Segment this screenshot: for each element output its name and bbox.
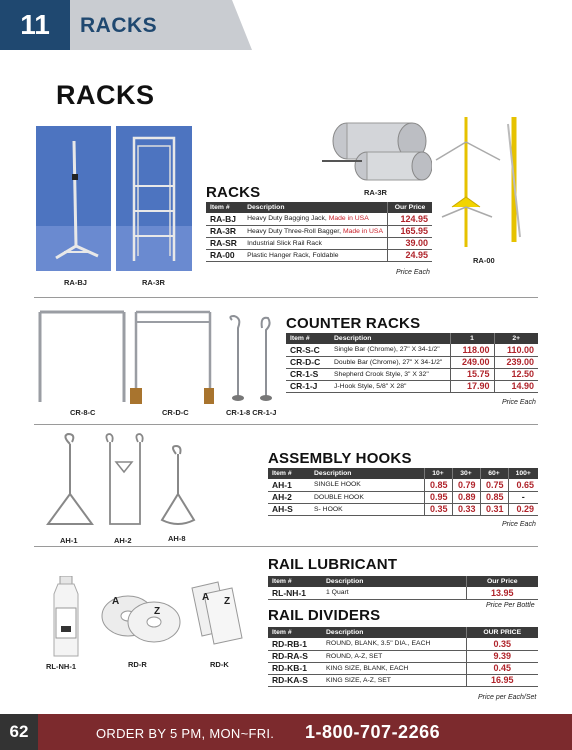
- caption-cr-hooks: CR-1-8 CR-1-J: [226, 408, 277, 417]
- item-code: RD-KA-S: [268, 674, 322, 686]
- ra-bj-photo: [36, 126, 111, 271]
- item-price: 12.50: [494, 368, 538, 380]
- item-code: AH-2: [268, 491, 310, 503]
- divider: [34, 424, 538, 425]
- col-item: Item #: [268, 576, 322, 587]
- table-header-row: [286, 333, 538, 344]
- item-desc: ROUND, A-Z, SET: [322, 650, 466, 662]
- rail-dividers-table: [268, 627, 538, 687]
- item-price: 0.85: [480, 491, 508, 503]
- item-price: 13.95: [466, 587, 538, 599]
- col-price: Our Price: [466, 576, 538, 587]
- item-price: 0.79: [452, 479, 480, 491]
- item-price: 165.95: [387, 225, 432, 237]
- counter-racks-table: [286, 333, 538, 393]
- caption-cr-s-c: CR-8-C: [70, 408, 96, 417]
- table-row: [286, 344, 538, 356]
- col-description: Description: [243, 202, 387, 213]
- item-desc: KING SIZE, BLANK, EACH: [322, 662, 466, 674]
- caption-ah-s: AH-8: [168, 534, 186, 543]
- phone-number[interactable]: 1-800-707-2266: [305, 722, 441, 742]
- item-price: -: [508, 491, 538, 503]
- ah-1-photo: [44, 432, 96, 532]
- cr-1-hooks-photo: [226, 314, 274, 404]
- item-desc: Plastic Hanger Rack, Foldable: [243, 249, 387, 261]
- caption-ra-bj: RA-BJ: [64, 278, 87, 287]
- page-number: 62: [0, 714, 38, 750]
- item-price: 0.75: [480, 479, 508, 491]
- assembly-hooks-table: [268, 468, 538, 516]
- item-price: 0.45: [466, 662, 538, 674]
- rail-lubricant-title: RAIL LUBRICANT: [268, 556, 398, 573]
- col-description: Description: [322, 576, 466, 587]
- item-code: RA-BJ: [206, 213, 243, 225]
- item-desc: Heavy Duty Three-Roll Bagger, Made in USA: [243, 225, 387, 237]
- table-row: [286, 356, 538, 368]
- item-price: 16.95: [466, 674, 538, 686]
- col-item: Item #: [268, 627, 322, 638]
- section-number: 11: [0, 0, 70, 50]
- bottle-icon: [54, 576, 78, 656]
- table-row: [206, 225, 432, 237]
- col-price-2: 2+: [494, 333, 538, 344]
- item-code: CR-1-S: [286, 368, 330, 380]
- item-code: RA-3R: [206, 225, 243, 237]
- assembly-hooks-note: Price Each: [502, 521, 536, 528]
- col-price: OUR PRICE: [466, 627, 538, 638]
- rail-dividers-title: RAIL DIVIDERS: [268, 607, 381, 624]
- rd-k-photo: [188, 580, 246, 652]
- page-title: RACKS: [56, 80, 155, 110]
- caption-rd-k: RD-K: [210, 660, 229, 669]
- table-row: [206, 249, 432, 261]
- caption-ra-00: RA-00: [473, 256, 495, 265]
- item-desc: Shepherd Crook Style, 3" X 32": [330, 368, 450, 380]
- caption-rl-nh-1: RL-NH-1: [46, 662, 76, 671]
- item-price: 0.65: [508, 479, 538, 491]
- item-code: AH-1: [268, 479, 310, 491]
- item-desc: Double Bar (Chrome), 27" X 34-1/2": [330, 356, 450, 368]
- table-row: [268, 587, 538, 599]
- item-price: 0.33: [452, 503, 480, 515]
- svg-text:Z: Z: [224, 596, 231, 607]
- table-header-row: [206, 202, 432, 213]
- table-header-row: [268, 576, 538, 587]
- item-price: 239.00: [494, 356, 538, 368]
- col-description: Description: [330, 333, 450, 344]
- item-desc: 1 Quart: [322, 587, 466, 599]
- col-price-10: 10+: [424, 468, 452, 479]
- table-row: [268, 479, 538, 491]
- cr-d-c-photo: [130, 308, 214, 404]
- rail-dividers-note: Price per Each/Set: [478, 694, 537, 701]
- table-row: [268, 503, 538, 515]
- item-code: RD-RA-S: [268, 650, 322, 662]
- divider: [34, 546, 538, 547]
- item-price: 15.75: [450, 368, 494, 380]
- col-description: Description: [310, 468, 424, 479]
- item-price: 0.31: [480, 503, 508, 515]
- footer-bar: [0, 714, 572, 750]
- item-price: 0.85: [424, 479, 452, 491]
- item-desc: Heavy Duty Bagging Jack, Made in USA: [243, 213, 387, 225]
- col-price-30: 30+: [452, 468, 480, 479]
- item-price: 118.00: [450, 344, 494, 356]
- item-price: 0.29: [508, 503, 538, 515]
- table-row: [268, 674, 538, 686]
- racks-title: RACKS: [206, 184, 261, 201]
- ah-s-photo: [156, 444, 200, 530]
- racks-note: Price Each: [396, 269, 430, 276]
- col-price-100: 100+: [508, 468, 538, 479]
- svg-text:A: A: [112, 596, 120, 607]
- table-row: [286, 368, 538, 380]
- divider: [34, 297, 538, 298]
- svg-text:Z: Z: [154, 606, 161, 617]
- item-desc: J-Hook Style, 5/8" X 28": [330, 380, 450, 392]
- rail-lubricant-table: [268, 576, 538, 600]
- item-code: RA-SR: [206, 237, 243, 249]
- item-price: 39.00: [387, 237, 432, 249]
- table-row: [268, 650, 538, 662]
- item-desc: DOUBLE HOOK: [310, 491, 424, 503]
- item-code: CR-D-C: [286, 356, 330, 368]
- item-price: 249.00: [450, 356, 494, 368]
- caption-ra-3r: RA-3R: [142, 278, 165, 287]
- counter-racks-title: COUNTER RACKS: [286, 315, 421, 332]
- ra-3r-rollers-photo: [322, 116, 432, 186]
- item-code: RA-00: [206, 249, 243, 261]
- caption-ah-1: AH-1: [60, 536, 78, 545]
- item-desc: SINGLE HOOK: [310, 479, 424, 491]
- col-item: Item #: [206, 202, 243, 213]
- item-price: 17.90: [450, 380, 494, 392]
- col-item: Item #: [286, 333, 330, 344]
- item-price: 14.90: [494, 380, 538, 392]
- counter-racks-note: Price Each: [502, 399, 536, 406]
- caption-rd-r: RD-R: [128, 660, 147, 669]
- table-row: [268, 662, 538, 674]
- item-desc: ROUND, BLANK, 3.5" DIA., EACH: [322, 638, 466, 650]
- item-desc: S- HOOK: [310, 503, 424, 515]
- item-desc: Single Bar (Chrome), 27" X 34-1/2": [330, 344, 450, 356]
- caption-ra-3r-rollers: RA-3R: [364, 188, 387, 197]
- col-price-60: 60+: [480, 468, 508, 479]
- cr-s-c-photo: [36, 306, 128, 404]
- item-code: RD-KB-1: [268, 662, 322, 674]
- table-header-row: [268, 627, 538, 638]
- item-price: 110.00: [494, 344, 538, 356]
- item-code: AH-S: [268, 503, 310, 515]
- svg-text:A: A: [202, 592, 210, 603]
- item-desc: Industrial Slick Rail Rack: [243, 237, 387, 249]
- rd-r-photo: [96, 580, 182, 652]
- item-code: RL-NH-1: [268, 587, 322, 599]
- col-price: Our Price: [387, 202, 432, 213]
- item-desc: KING SIZE, A-Z, SET: [322, 674, 466, 686]
- section-title: RACKS: [80, 14, 158, 37]
- rail-lubricant-note: Price Per Bottle: [486, 602, 535, 609]
- col-description: Description: [322, 627, 466, 638]
- caption-cr-d-c: CR-D-C: [162, 408, 189, 417]
- table-row: [206, 213, 432, 225]
- rl-nh-1-photo: [44, 576, 88, 658]
- item-price: 0.35: [466, 638, 538, 650]
- col-item: Item #: [268, 468, 310, 479]
- table-row: [268, 491, 538, 503]
- table-header-row: [268, 468, 538, 479]
- table-row: [206, 237, 432, 249]
- item-code: CR-S-C: [286, 344, 330, 356]
- item-price: 0.35: [424, 503, 452, 515]
- col-price-1: 1: [450, 333, 494, 344]
- assembly-hooks-title: ASSEMBLY HOOKS: [268, 450, 412, 467]
- caption-ah-2: AH-2: [114, 536, 132, 545]
- item-price: 124.95: [387, 213, 432, 225]
- ra-3r-photo: [116, 126, 192, 271]
- item-code: CR-1-J: [286, 380, 330, 392]
- item-code: RD-RB-1: [268, 638, 322, 650]
- racks-table: [206, 202, 432, 262]
- item-price: 0.89: [452, 491, 480, 503]
- ra-00-photo: [432, 112, 538, 252]
- order-cutoff-text: ORDER BY 5 PM, MON~FRI.: [96, 726, 275, 741]
- item-price: 9.39: [466, 650, 538, 662]
- table-row: [286, 380, 538, 392]
- table-row: [268, 638, 538, 650]
- item-price: 24.95: [387, 249, 432, 261]
- item-price: 0.95: [424, 491, 452, 503]
- ah-2-photo: [100, 432, 148, 532]
